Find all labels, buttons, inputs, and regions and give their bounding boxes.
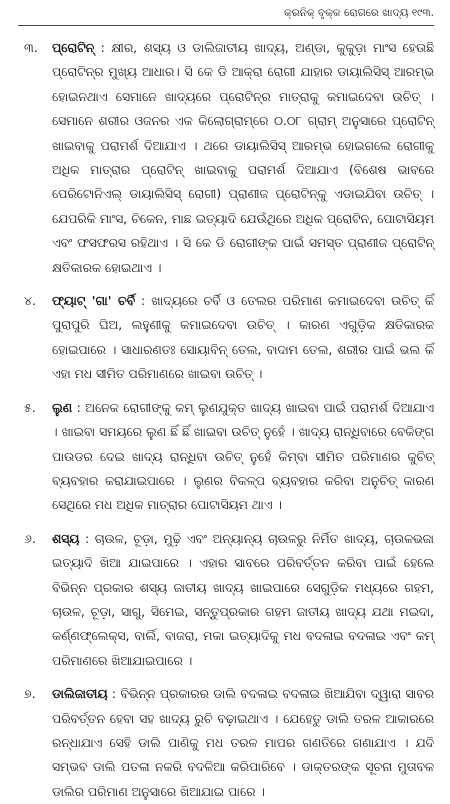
item-text: କ୍ଷୀର, ଶସ୍ୟ ଓ ଡାଲିଜାତୀୟ ଖାଦ୍ୟ, ଅଣ୍ଡା, କୁକୁଡ଼ା ମାଂସ ହେଉଛି ପ୍ରୋଟିନ୍‌ର ମୁଖ୍ୟ ଆଧାର। ସି କେ ଡି ଆକ୍ରା ରୋଗୀ ଯାହାର ଡାୟାଲିସିସ୍ ଆରମ୍ଭ ହୋଇନଥାଏ ସେମାନେ ଖାଦ୍ୟରେ ପ୍ରୋଟିନ୍‌ର ମାତ୍ରାକୁ କମାଇଦେବା ଉଚିତ୍ । ସେମାନେ ଶରୀର ଓଜନର ଏକ କିଲୋଗ୍ରାମ୍‌ରେ ୦.୦୮ ଗ୍ରାମ୍ ଅନୁସାରେ ପ୍ରୋଟିନ୍ ଖାଇବାକୁ ପରାମର୍ଶ ଦିଆଯାଏ । ଥରେ ଡାୟାଲିସିସ୍ ଆରମ୍ଭ ହୋଇଗଲେ ରୋଗୀକୁ ଅଧିକ ମାତ୍ରାର ପ୍ରୋଟିନ୍ ଖାଇବାକୁ ପରାମର୍ଶ ଦିଆଯାଏ (ବିଶେଷ ଭାବରେ ପେରିଟୋନିଏଲ୍ ଡାୟାଲିସିସ୍ ରୋଗୀ) ପ୍ରାଣୀଜ ପ୍ରୋଟିନ୍‌କୁ ଏଡାଇଯିବା ଉଚିତ୍ । ଯେପରିକି ମାଂସ, ଚିକେନ, ମାଛ ଇତ୍ୟାଦି ଯେଉଁଥିରେ ଅଧିକ ପ୍ରୋଟିନ, ପୋଟାସିୟମ ଏବଂ ଫସଫରସ ରହିଥାଏ । ସି କେ ଡି ରୋଗୀଙ୍କ ପାଇଁ ସମସ୍ତ ପ୍ରାଣୀଜ ପ୍ରୋଟିନ୍ କ୍ଷତିକାରକ ହୋଇଥାଏ । [52, 41, 434, 275]
item-number: ୭. [24, 686, 36, 702]
item-term: ପ୍ରୋଟିନ୍ [52, 41, 95, 55]
item-term: ଫ୍ୟାଟ୍ 'ଗା' ଚର୍ବି [52, 294, 136, 309]
item-number: ୬. [24, 530, 36, 546]
item-term: ଲୁଣ [52, 400, 72, 415]
item-term: ଶସ୍ୟ [52, 531, 80, 546]
item-text: ବିଭିନ୍ନ ପ୍ରକାରର ଡାଲି ବଦଳାଇ ବଦଳାଇ ଖିଆଯିବା ଦ୍ୱାରା ସାବର ପରିବର୍ତ୍ତନ ହେବା ସହ ଖାଦ୍ୟ ରୁଚି ବଢ଼ାଇଥାଏ । ଯେହେତୁ ଡାଲି ତରଳ ଆକାରରେ ରନ୍ଧାଯାଏ ସେହି ଡାଲି ପାଣିକୁ ମଧ ତରଳ ମାପର ଗଣତିରେ ଗଣାଯାଏ । ଯଦି ସମ୍ଭବ ଡାଲି ପତଳା ନକରି ବଦଳିଆ କରିପାରିବେ । ଡାକ୍ତରଙ୍କ ସୂଚନା ମୁତାବକ ଡାଲିର ପରିମାଣ ଅନୁସାରେ ଖିଆଯାଇ ପାରେ । [52, 687, 434, 799]
item-separator: : [72, 400, 86, 415]
item-term: ଡାଲିଜାତୀୟ [52, 687, 108, 702]
list-item-salt [18, 396, 434, 518]
list-item-fat [18, 289, 434, 387]
item-body [52, 36, 434, 280]
running-header: କ୍ରନିକ୍ ବୃକ୍କ ରୋଗରେ ଖାଦ୍ୟ ୧୯୩. [18, 0, 434, 26]
item-body [52, 527, 434, 673]
item-text: ଖାଦ୍ୟରେ ଚର୍ବି ଓ ତେଲର ପରିମାଣ କମାଇଦେବା ଉଚିତ୍ କିଁ ପୁରାପୁରି ଘିଅ, ଲହୁଣୀକୁ କମାଇଦେବା ଉଚିତ୍ । କାରଣ ଏଗୁଡ଼ିକ କ୍ଷତିକାରକ ହୋଇପାରେ । ସାଧାରଣତଃ ସୋୟାବିନ୍ ତେଲ, ବାଦାମ ତେଲ, ଶରୀର ପାଇଁ ଭଲ କିଁ ଏହା ମଧ ସୀମିତ ପରିମାଣରେ ଖାଇବା ଉଚିତ୍ । [52, 294, 434, 382]
item-text: ଚାଉଳ, ଚୂଡ଼ା, ମୁଢ଼ି ଏବଂ ଅନ୍ୟାନ୍ୟ ଚାଉଳରୁ ନିର୍ମିତ ଖାଦ୍ୟ, ଚାଉଳଭଜା ଇତ୍ୟାଦି ଖିଆ ଯାଇପାରେ । ଏହାର ସାବରେ ପରିବର୍ତ୍ତନ କରିବା ପାଇଁ ହେଲେ ବିଭିନ୍ନ ପ୍ରକାର ଶସ୍ୟ ଜାତୀୟ ଖାଦ୍ୟ ଖାଇପାରେ ସେଗୁଡ଼ିକ ମଧ୍ୟରେ ଗହମ, ଚାଉଳ, ଚୂଡ଼ା, ସାଗୁ, ସିମେଇ, ସନ୍ତୁପ୍ରକାର ଗହମ ଜାତୀୟ ଖାଦ୍ୟ ଯଥା ମଇଦା, କର୍ଣ୍ଣଫ୍ଲେକ୍ସ, ବାର୍ଲି, ବାଜରା, ମକା ଇତ୍ୟାଦିକୁ ମଧ ବଦଳାଇ ବଦଳାଇ ଏବଂ କମ୍ ପରିମାଣରେ ଖିଆଯାଇପାରେ । [52, 531, 434, 668]
item-separator: : [107, 687, 121, 702]
item-number: ୩. [24, 40, 38, 55]
item-separator: : [94, 41, 112, 55]
list-item-grains [18, 527, 434, 673]
item-text: ଅନେକ ରୋଗୀଙ୍କୁ କମ୍ ଲୁଣଯୁକ୍ତ ଖାଦ୍ୟ ଖାଇବା ପାଇଁ ପରାମର୍ଶ ଦିଆଯାଏ । ଖାଇବା ସମୟରେ ଲୁଣ ଛିଁ ଛିଁ ଖାଇବା ଉଚିତ୍ ନୁହେଁ । ଖାଦ୍ୟ ରାନ୍ଧିବାରେ ବେକିଙ୍ଗ ପାଉଡର ଦେଇ ଖାଦ୍ୟ ରାନ୍ଧିବା ଉଚିତ୍ ନୁହେଁ କିମ୍ବା ସୀମିତ ପରିମାଣର କୁଚିତ୍ ବ୍ୟବହାର କରାଯାଇପାରେ । ଲୁଣର ବିକଳ୍ପ ବ୍ୟବହାର କରିବା ଅନୁଚିତ୍ କାରଣ ସେଥିରେ ମଧ ଅଧିକ ମାତ୍ରାର ପୋଟାସିୟମ ଥାଏ । [52, 400, 434, 513]
item-body [52, 289, 434, 387]
item-separator: : [135, 294, 152, 309]
item-number: ୫. [24, 399, 36, 415]
item-body [52, 396, 434, 518]
item-body [52, 682, 434, 804]
list-item-protein [18, 36, 434, 280]
item-number: ୪. [24, 293, 36, 309]
item-separator: : [79, 531, 95, 546]
list-item-pulses [18, 682, 434, 804]
